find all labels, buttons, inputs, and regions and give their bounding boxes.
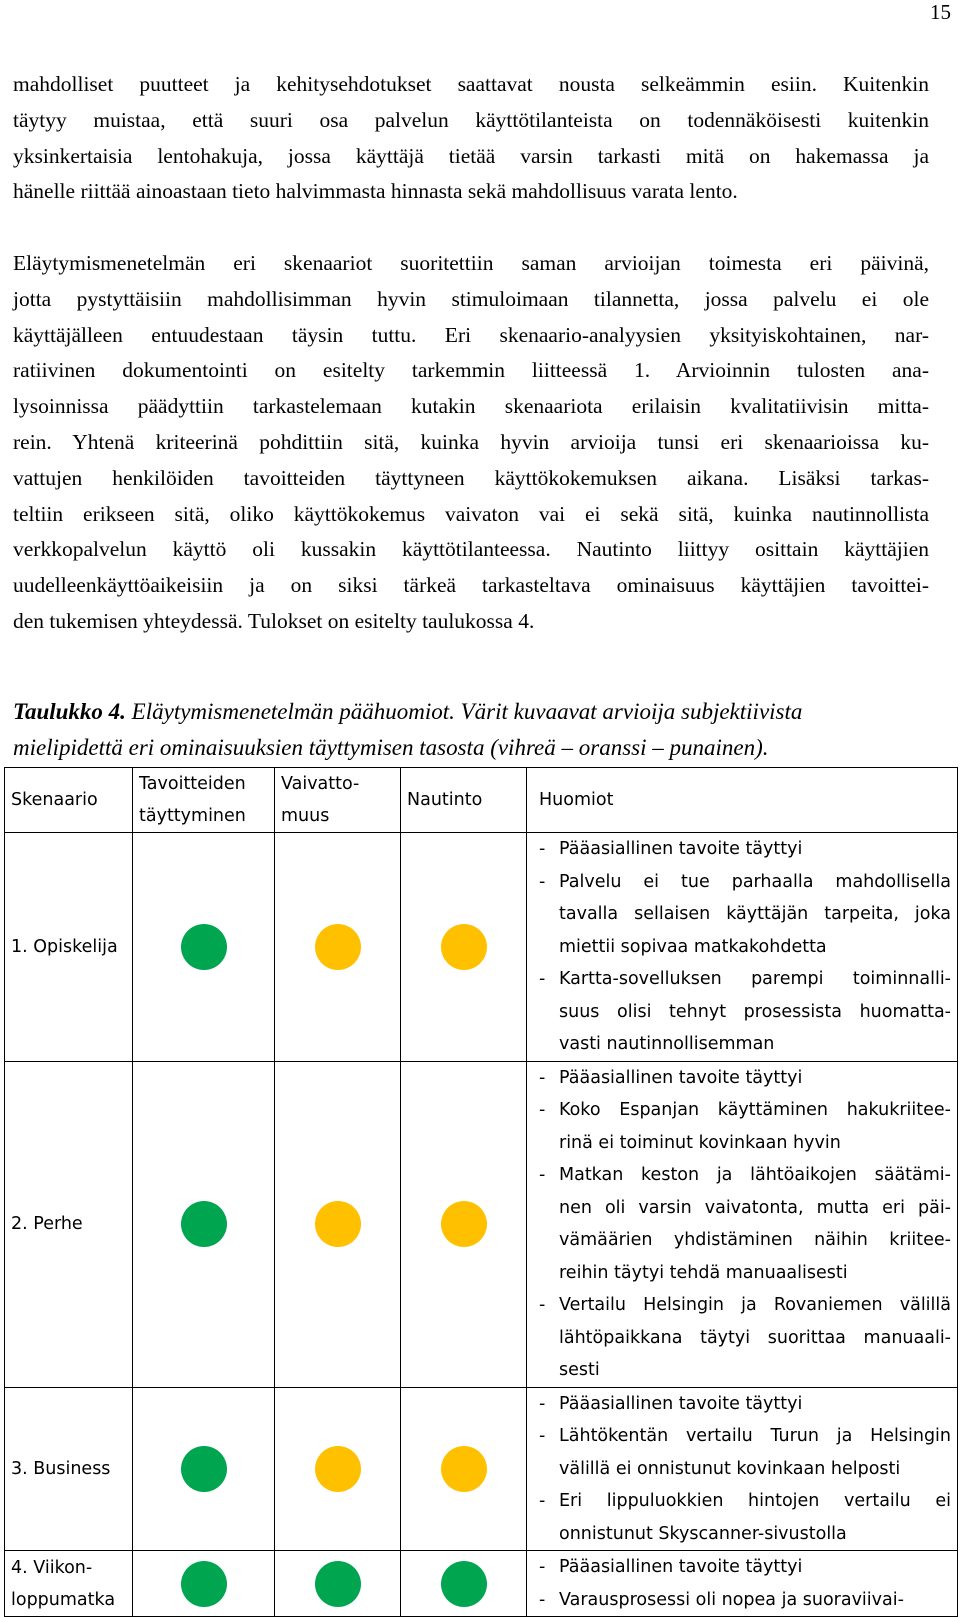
scenario-name: 4. Viikon- [11, 1557, 93, 1578]
note-line: lähtöpaikkana täytyi suorittaa manuaali- [559, 1327, 951, 1348]
table-caption-text-line1: Eläytymismenetelmän päähuomiot. Värit kuvaavat arvioija subjektiivista [125, 699, 803, 724]
note-line: - Matkan keston ja lähtöaikojen säätämi- [559, 1165, 951, 1185]
ease-rating-yellow-indicator [315, 924, 361, 970]
ease-rating-yellow-indicator [315, 1201, 361, 1247]
table-row [5, 1551, 958, 1617]
text-line: vattujen henkilöiden tavoitteiden täyttyneen käyttökokemuksen aikana. Lisäksi tarkas- [13, 465, 929, 490]
scenario-cell [5, 1061, 133, 1387]
header-notes: Huomiot [527, 768, 958, 833]
text-line: uudelleenkäyttöaikeisiin ja on siksi tärkeä tarkasteltava ominaisuus käyttäjien tavoittei- [13, 573, 929, 598]
notes-cell [527, 1061, 958, 1387]
note-line: - Vertailu Helsingin ja Rovaniemen välillä [559, 1295, 951, 1315]
goals-rating-green-indicator [181, 924, 227, 970]
body-paragraph-2 [13, 246, 929, 640]
table-caption-text-line2: mielipidettä eri ominaisuuksien täyttymisen tasosta (vihreä – oranssi – punainen). [13, 735, 769, 760]
note-item [533, 1584, 951, 1617]
goals-rating-cell [133, 1551, 275, 1617]
scenario-name: 1. Opiskelija [11, 936, 118, 957]
notes-cell [527, 1551, 958, 1617]
header-scenario: Skenaario [5, 768, 133, 833]
scenario-cell [5, 1387, 133, 1551]
note-item [533, 866, 951, 964]
note-line: sesti [559, 1360, 600, 1380]
goals-rating-cell [133, 1387, 275, 1551]
text-line: hänelle riittää ainoastaan tieto halvimmasta hinnasta sekä mahdollisuus varata lento. [13, 179, 738, 204]
pleasure-rating-cell [401, 833, 527, 1062]
text-line: rein. Yhtenä kriteerinä pohdittiin sitä, kuinka hyvin arvioija tunsi eri skenaarioissa ku- [13, 429, 929, 454]
text-line: mahdolliset puutteet ja kehitysehdotukset saattavat nousta selkeämmin esiin. Kuitenkin [13, 72, 929, 96]
goals-rating-green-indicator [181, 1201, 227, 1247]
table-row [5, 1061, 958, 1387]
note-line: välillä ei onnistunut kovinkaan helposti [559, 1458, 901, 1479]
text-line: yksinkertaisia lentohakuja, jossa käyttäjä tietää varsin tarkasti mitä on hakemassa ja [13, 143, 929, 168]
note-line: onnistunut Skyscanner-sivustolla [559, 1523, 847, 1544]
header-pleasure: Nautinto [401, 768, 527, 833]
text-line: täytyy muistaa, että suuri osa palvelun käyttötilanteista on todennäköisesti kuitenkin [13, 107, 929, 132]
table-row [5, 1387, 958, 1551]
note-item [533, 1485, 951, 1550]
note-item [533, 1551, 951, 1584]
note-line: - Varausprosessi oli nopea ja suoraviivai- [559, 1589, 904, 1610]
note-item [533, 1420, 951, 1485]
pleasure-rating-green-indicator [441, 1561, 487, 1607]
note-line: miettii sopivaa matkakohdetta [559, 936, 827, 957]
scenario-name: 2. Perhe [11, 1214, 83, 1234]
pleasure-rating-cell [401, 1061, 527, 1387]
note-line: rinä ei toiminut kovinkaan hyvin [559, 1132, 841, 1153]
note-item [533, 1094, 951, 1159]
scenario-name: loppumatka [11, 1589, 116, 1610]
table-header-row [5, 768, 958, 833]
note-line: vasti nautinnollisemman [559, 1034, 775, 1054]
pleasure-rating-yellow-indicator [441, 1201, 487, 1247]
page-number: 15 [930, 0, 951, 24]
goals-rating-cell [133, 833, 275, 1062]
note-line: - Kartta-sovelluksen parempi toiminnalli- [559, 969, 951, 989]
notes-cell [527, 833, 958, 1062]
text-line: käyttäjälleen entuudestaan täysin tuttu. Eri skenaario-analyysien yksityiskohtainen, nar- [13, 322, 929, 347]
note-line: tavalla sellaisen käyttäjän tarpeita, joka [559, 904, 951, 924]
note-item [533, 1159, 951, 1289]
ease-rating-cell [275, 1061, 401, 1387]
note-line: - Pääasiallinen tavoite täyttyi [559, 1557, 803, 1577]
scenario-name: 3. Business [11, 1458, 111, 1479]
goals-rating-green-indicator [181, 1561, 227, 1607]
body-paragraph-1 [13, 67, 929, 210]
scenario-cell [5, 833, 133, 1062]
pleasure-rating-yellow-indicator [441, 1446, 487, 1492]
ease-rating-yellow-indicator [315, 1446, 361, 1492]
ease-rating-cell [275, 833, 401, 1062]
text-line: den tukemisen yhteydessä. Tulokset on esitelty taulukossa 4. [13, 608, 535, 633]
note-line: reihin täytyi tehdä manuaalisesti [559, 1262, 848, 1283]
ease-rating-cell [275, 1551, 401, 1617]
notes-list [533, 1388, 951, 1551]
notes-list [533, 833, 951, 1061]
text-line: jotta pystyttäisiin mahdollisimman hyvin stimuloimaan tilannetta, jossa palvelu ei ole [13, 286, 929, 311]
scenario-cell [5, 1551, 133, 1617]
notes-list [533, 1551, 951, 1616]
table-row [5, 833, 958, 1062]
note-line: - Lähtökentän vertailu Turun ja Helsingin [559, 1426, 951, 1446]
note-line: - Eri lippuluokkien hintojen vertailu ei [559, 1491, 951, 1511]
goals-rating-green-indicator [181, 1446, 227, 1492]
notes-cell [527, 1387, 958, 1551]
notes-list [533, 1062, 951, 1387]
note-item [533, 1062, 951, 1095]
table-caption-label: Taulukko 4. [13, 699, 126, 724]
pleasure-rating-cell [401, 1387, 527, 1551]
header-ease: Vaivatto- muus [275, 768, 401, 833]
note-item [533, 833, 951, 866]
pleasure-rating-yellow-indicator [441, 924, 487, 970]
note-line: nen oli varsin vaivatonta, mutta eri päi- [559, 1197, 951, 1218]
ease-rating-cell [275, 1387, 401, 1551]
note-item [533, 963, 951, 1061]
results-table [4, 767, 958, 1617]
text-line: verkkopalvelun käyttö oli kussakin käyttötilanteessa. Nautinto liittyy osittain käyttäjien [13, 537, 929, 562]
note-line: - Pääasiallinen tavoite täyttyi [559, 839, 803, 859]
note-line: - Pääasiallinen tavoite täyttyi [559, 1067, 803, 1088]
text-line: Eläytymismenetelmän eri skenaariot suoritettiin saman arvioijan toimesta eri päivinä, [13, 251, 929, 275]
pleasure-rating-cell [401, 1551, 527, 1617]
note-line: - Koko Espanjan käyttäminen hakukriitee- [559, 1100, 951, 1120]
text-line: teltiin erikseen sitä, oliko käyttökokemus vaivaton vai ei sekä sitä, kuinka nautinnollista [13, 501, 929, 526]
note-line: - Pääasiallinen tavoite täyttyi [559, 1393, 803, 1414]
text-line: ratiivinen dokumentointi on esitelty tarkemmin liitteessä 1. Arvioinnin tulosten ana- [13, 358, 929, 383]
text-line: lysoinnissa päädyttiin tarkastelemaan kutakin skenaariota erilaisin kvalitatiivisin mitta- [13, 394, 929, 419]
header-goals: Tavoitteiden täyttyminen [133, 768, 275, 833]
note-line: - Palvelu ei tue parhaalla mahdollisella [559, 871, 951, 892]
ease-rating-green-indicator [315, 1561, 361, 1607]
goals-rating-cell [133, 1061, 275, 1387]
note-line: vämäärien yhdistäminen näihin kriitee- [559, 1230, 951, 1250]
table-caption [13, 694, 929, 766]
note-line: suus olisi tehnyt prosessista huomatta- [559, 1001, 951, 1022]
note-item [533, 1289, 951, 1387]
note-item [533, 1388, 951, 1421]
